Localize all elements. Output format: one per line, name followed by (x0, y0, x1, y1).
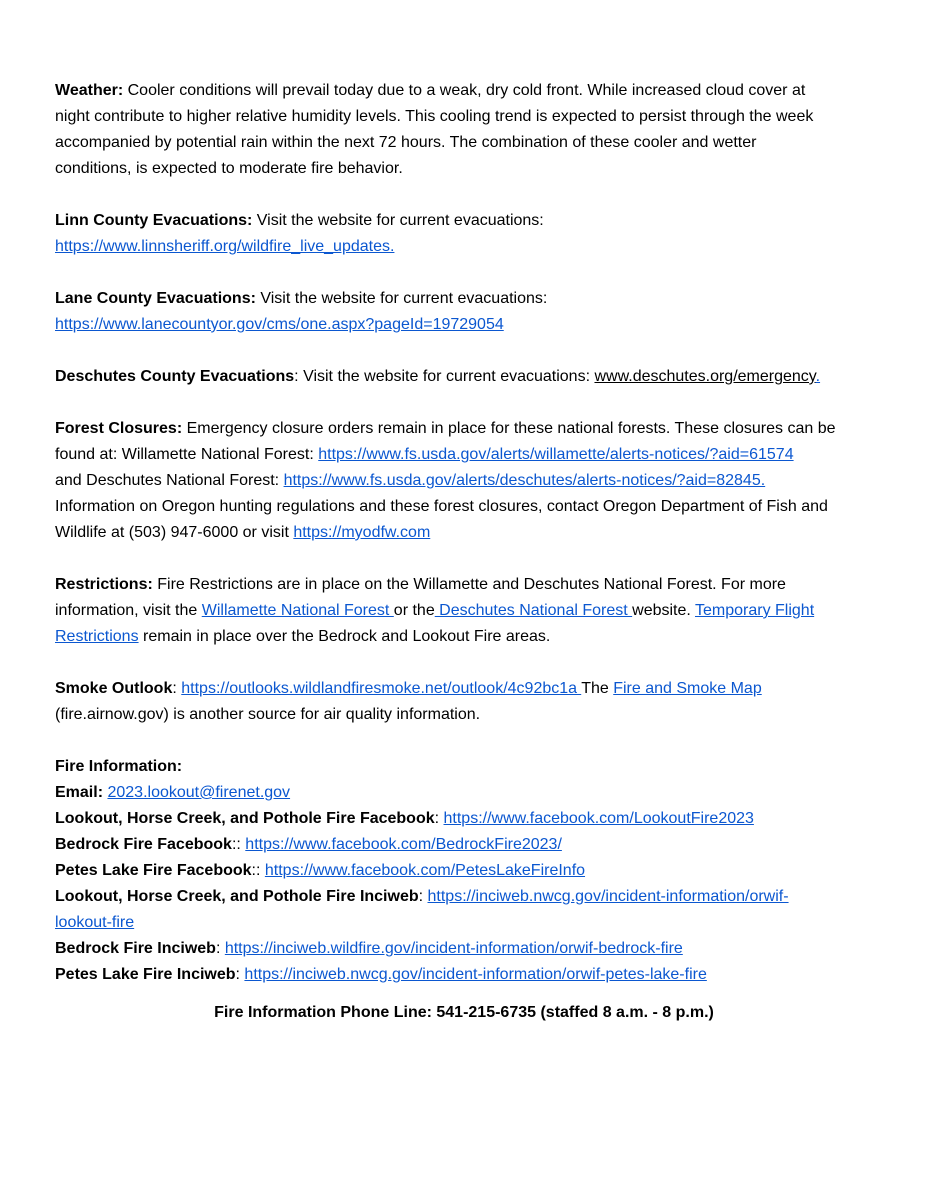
inciweb-sep: : (235, 966, 245, 983)
restrictions-text-line-1: Fire Restrictions are in place on the Willamette and Deschutes National Forest. For more (152, 576, 786, 593)
restrictions-text-a: information, visit the (55, 602, 202, 619)
document-body (55, 78, 875, 988)
email-label: Email: (55, 784, 104, 801)
closures-text-line-3: and Deschutes National Forest: (55, 472, 284, 489)
inciweb-sep: : (215, 940, 225, 957)
fire-and-smoke-map-link[interactable]: Fire and Smoke Map (613, 680, 762, 697)
inciweb-link[interactable]: https://inciweb.nwcg.gov/incident-information/orwif-petes-lake-fire (244, 966, 707, 983)
inciweb-lookout-link-cont[interactable]: lookout-fire (55, 914, 135, 931)
lane-evacuations-section (55, 286, 875, 338)
smoke-text-the: The (581, 680, 614, 697)
smoke-outlook-section (55, 676, 875, 728)
inciweb-lookout-link[interactable]: https://inciweb.nwcg.gov/incident-information/orwif- (427, 888, 789, 905)
linn-evacuations-section (55, 208, 875, 260)
inciweb-sep: : (418, 888, 428, 905)
inciweb-label: Lookout, Horse Creek, and Pothole Fire Inciweb (55, 888, 419, 905)
closures-text-line-5: Wildlife at (503) 947-6000 or visit (55, 524, 294, 541)
myodfw-link[interactable]: https://myodfw.com (293, 524, 431, 541)
facebook-label: Bedrock Fire Facebook (55, 836, 232, 853)
deschutes-evacuations-section (55, 364, 875, 390)
smoke-text-line-2: (fire.airnow.gov) is another source for air quality information. (55, 706, 481, 723)
smoke-outlook-link[interactable]: https://outlooks.wildlandfiresmoke.net/outlook/4c92bc1a (181, 680, 582, 697)
linn-label: Linn County Evacuations: (55, 212, 253, 229)
inciweb-row-bedrock (55, 936, 875, 962)
facebook-sep: : (434, 810, 444, 827)
lane-label: Lane County Evacuations: (55, 290, 256, 307)
temporary-flight-restrictions-link[interactable]: Temporary Flight (695, 602, 815, 619)
restrictions-section (55, 572, 875, 650)
deschutes-text: : Visit the website for current evacuations: (294, 368, 595, 385)
restrictions-text-b: or the (393, 602, 435, 619)
closures-text-line-2: found at: Willamette National Forest: (55, 446, 319, 463)
facebook-link[interactable]: https://www.facebook.com/LookoutFire2023 (443, 810, 754, 827)
inciweb-row-petes-lake (55, 962, 875, 988)
inciweb-row-lookout (55, 884, 875, 910)
restrictions-label: Restrictions: (55, 576, 153, 593)
weather-text-line-1: Cooler conditions will prevail today due to a weak, dry cold front. While increased cloud cover at (123, 82, 806, 99)
deschutes-label: Deschutes County Evacuations (55, 368, 295, 385)
deschutes-evacuations-link[interactable]: www.deschutes.org/emergency (594, 368, 816, 385)
linn-evacuations-link[interactable]: https://www.linnsheriff.org/wildfire_live_updates. (55, 238, 395, 255)
restrictions-text-line-3: remain in place over the Bedrock and Lookout Fire areas. (138, 628, 551, 645)
deschutes-link-trailing-period[interactable]: . (815, 368, 821, 385)
facebook-row-lookout (55, 806, 875, 832)
linn-text: Visit the website for current evacuations: (252, 212, 544, 229)
facebook-link[interactable]: https://www.facebook.com/BedrockFire2023/ (245, 836, 562, 853)
forest-closures-section (55, 416, 875, 546)
deschutes-national-forest-link[interactable]: Deschutes National Forest (434, 602, 633, 619)
closures-label: Forest Closures: (55, 420, 183, 437)
smoke-colon: : (172, 680, 182, 697)
smoke-label: Smoke Outlook (55, 680, 173, 697)
temporary-flight-restrictions-link-cont[interactable]: Restrictions (55, 628, 139, 645)
inciweb-label: Petes Lake Fire Inciweb (55, 966, 236, 983)
email-link[interactable]: 2023.lookout@firenet.gov (107, 784, 291, 801)
deschutes-alerts-link[interactable]: https://www.fs.usda.gov/alerts/deschutes/alerts-notices/?aid=82845. (283, 472, 766, 489)
phone-line: Fire Information Phone Line: 541-215-6735 (staffed 8 a.m. - 8 p.m.) (214, 1004, 714, 1021)
closures-text-line-1: Emergency closure orders remain in place for these national forests. These closures can be (182, 420, 836, 437)
facebook-label: Lookout, Horse Creek, and Pothole Fire Facebook (55, 810, 435, 827)
fire-information-heading: Fire Information: (55, 758, 183, 775)
closures-text-line-4: Information on Oregon hunting regulations and these forest closures, contact Oregon Department of Fish and (55, 498, 828, 515)
lane-evacuations-link[interactable]: https://www.lanecountyor.gov/cms/one.aspx?pageId=19729054 (55, 316, 504, 333)
inciweb-label: Bedrock Fire Inciweb (55, 940, 216, 957)
inciweb-link[interactable]: https://inciweb.wildfire.gov/incident-information/orwif-bedrock-fire (224, 940, 683, 957)
weather-section (55, 78, 875, 182)
weather-text-line-3: accompanied by potential rain within the next 72 hours. The combination of these cooler and wetter (55, 134, 757, 151)
restrictions-text-c: website. (632, 602, 695, 619)
lane-text: Visit the website for current evacuations: (255, 290, 548, 307)
weather-text-line-4: conditions, is expected to moderate fire behavior. (55, 160, 403, 177)
willamette-national-forest-link[interactable]: Willamette National Forest (201, 602, 394, 619)
facebook-sep: :: (231, 836, 246, 853)
facebook-row-petes-lake (55, 858, 875, 884)
weather-label: Weather: (55, 82, 124, 99)
willamette-alerts-link[interactable]: https://www.fs.usda.gov/alerts/willamette/alerts-notices/?aid=61574 (318, 446, 794, 463)
facebook-sep: :: (251, 862, 265, 879)
fire-information-section (55, 754, 875, 988)
weather-text-line-2: night contribute to higher relative humidity levels. This cooling trend is expected to persist through the week (55, 108, 814, 125)
facebook-link[interactable]: https://www.facebook.com/PetesLakeFireInfo (264, 862, 586, 879)
facebook-label: Petes Lake Fire Facebook (55, 862, 252, 879)
facebook-row-bedrock (55, 832, 875, 858)
